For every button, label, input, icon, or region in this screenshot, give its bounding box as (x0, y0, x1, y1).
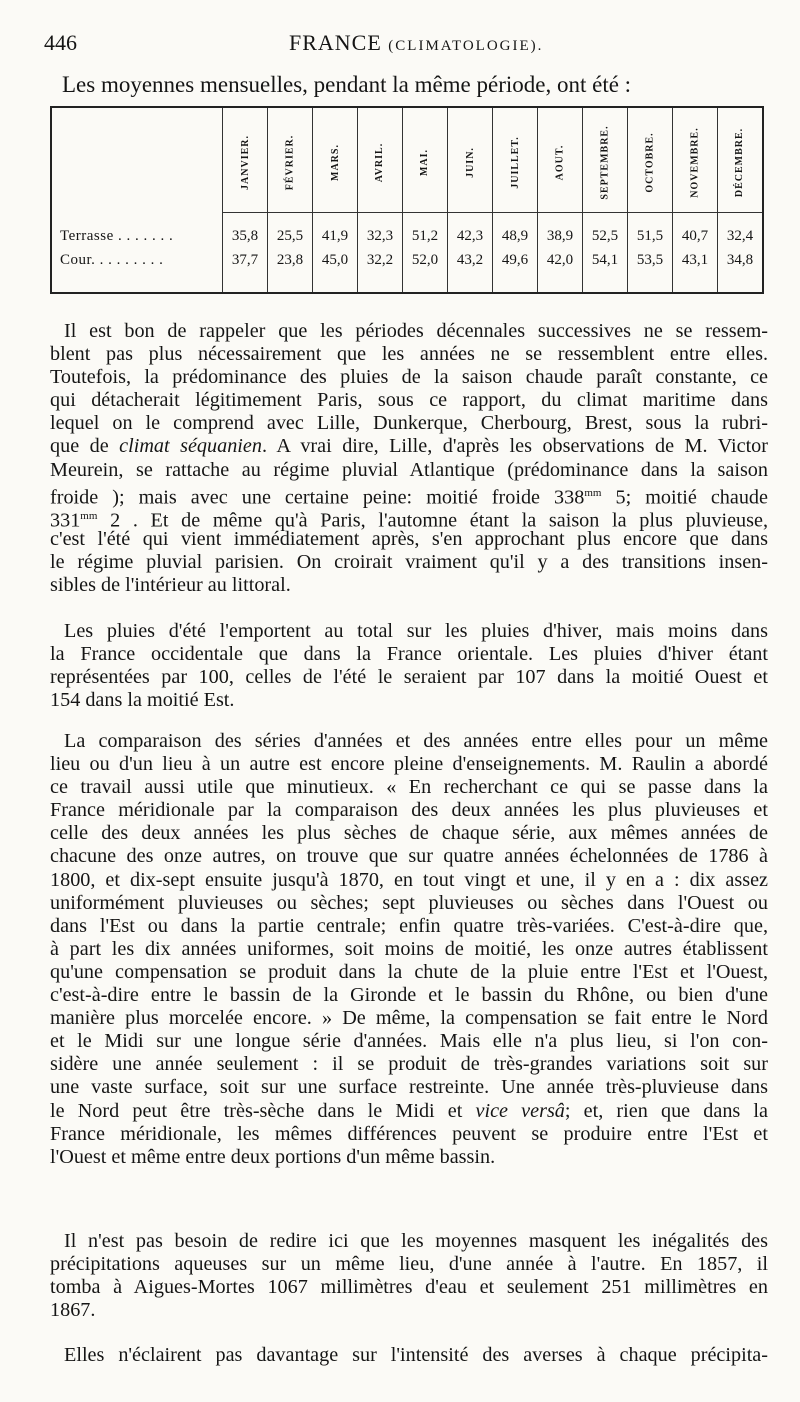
month-header: MARS. (329, 143, 341, 181)
text-line: Meurein, se rattache au régime pluvial Atlantique (prédominance dans la saison (50, 458, 768, 481)
text-line: France méridionale, les mêmes différences peuvent se produire entre l'Est et (50, 1122, 768, 1145)
month-header: JANVIER. (239, 134, 251, 190)
text-line: c'est-à-dire entre le bassin de la Gironde et le bassin du Rhône, ou bien d'une (50, 984, 768, 1007)
text-line: c'est l'été qui vient immédiatement après, s'en approchant plus encore que dans (50, 527, 768, 550)
month-header: OCTOBRE. (644, 131, 656, 193)
table-cell: 49,6 (501, 252, 529, 268)
text-line: et le Midi sur une longue série d'années. Mais elle n'a plus lieu, si l'on con- (50, 1030, 768, 1053)
table-cell: 54,1 (591, 252, 619, 268)
table-cell: 41,9 (321, 228, 349, 244)
text-line: La comparaison des séries d'années et des années entre elles pour un même (64, 730, 768, 752)
month-header: NOVEMBRE. (689, 126, 701, 198)
table-cell: 51,2 (411, 228, 439, 244)
text-line: Toutefois, la prédominance des pluies de la saison chaude paraît constante, ce (50, 366, 768, 389)
text-line: le régime pluvial parisien. On croirait vraiment qu'il y a des transitions insen- (50, 550, 768, 573)
table-cell: 42,0 (546, 252, 574, 268)
text-line: lequel on le comprend avec Lille, Dunkerque, Cherbourg, Brest, sous la rubri- (50, 412, 768, 435)
text-line: sibles de l'intérieur au littoral. (50, 574, 291, 597)
text-line: 1800, et dix-sept ensuite jusqu'à 1870, en tout vingt et une, il y en a : dix assez (50, 868, 768, 891)
paragraph-4 (50, 1230, 768, 1322)
paragraph-2 (50, 620, 768, 712)
text-line: France méridionale par la comparaison des deux années les plus pluvieuses et (50, 799, 768, 822)
text-line: qu'une compensation se produit dans la chute de la pluie entre l'Est et l'Ouest, (50, 960, 768, 983)
table-intro: Les moyennes mensuelles, pendant la même période, ont été : (62, 72, 632, 97)
text-line: chacune des onze autres, on trouve que sur quatre années échelonnées de 1786 à (50, 845, 768, 868)
table-cell: 32,3 (366, 228, 394, 244)
table-cell: 52,5 (591, 228, 619, 244)
table-cell: 53,5 (636, 252, 664, 268)
running-title: FRANCE (CLIMATOLOGIE). (289, 30, 544, 55)
text-line: lieu ou d'un lieu à un autre est encore pleine d'enseignements. M. Raulin a abordé (50, 753, 768, 776)
row-label-cour: Cour. . . . . . . . . (60, 252, 164, 268)
text-line: Il n'est pas besoin de redire ici que les moyennes masquent les inégalités des (64, 1230, 768, 1252)
text-line: dans l'Est ou dans la partie centrale; enfin quatre très-variées. C'est-à-dire que, (50, 914, 768, 937)
table-cell: 32,2 (366, 252, 394, 268)
table-cell: 42,3 (456, 228, 484, 244)
paragraph-3 (50, 730, 768, 1169)
monthly-averages-table (50, 106, 764, 294)
text-line: tomba à Aigues-Mortes 1067 millimètres d'eau et seulement 251 millimètres en (50, 1276, 768, 1299)
table-cell: 38,9 (546, 228, 574, 244)
text-line: à part les dix années uniformes, soit moins de moitié, les onze autres établissent (50, 937, 768, 960)
paragraph-1 (50, 320, 768, 597)
table-cell: 32,4 (726, 228, 754, 244)
page-number: 446 (44, 30, 77, 55)
table-cell: 23,8 (276, 252, 304, 268)
month-header: FÉVRIER. (284, 134, 296, 190)
row-label-terrasse: Terrasse . . . . . . . (60, 228, 174, 244)
text-line: Les pluies d'été l'emportent au total sur les pluies d'hiver, mais moins dans (64, 620, 768, 642)
table-cell: 37,7 (231, 252, 259, 268)
text-line: blent pas plus nécessairement que les années ne se ressemblent entre elles. (50, 343, 768, 366)
running-header (44, 26, 744, 60)
table-cell: 45,0 (321, 252, 349, 268)
table-cell: 35,8 (231, 228, 259, 244)
text-line: uniformément pluvieuses ou sèches; sept pluvieuses ou sèches dans l'Ouest ou (50, 891, 768, 914)
table-cell: 48,9 (501, 228, 529, 244)
month-header: AVRIL. (374, 142, 386, 182)
table-cell: 40,7 (681, 228, 709, 244)
table-cell: 43,1 (681, 252, 709, 268)
text-line: la France occidentale que dans la France orientale. Les pluies d'hiver étant (50, 643, 768, 666)
text-line: sidère une année seulement : il se produit de très-grandes variations soit sur (50, 1053, 768, 1076)
table-cell: 25,5 (276, 228, 304, 244)
text-line: manière plus morcelée encore. » De même, la compensation se fait entre le Nord (50, 1007, 768, 1030)
month-header: JUILLET. (509, 135, 521, 189)
text-line: que de climat séquanien. A vrai dire, Lille, d'après les observations de M. Victor (50, 435, 768, 458)
text-line: une vaste surface, soit sur une surface restreinte. Une année très-pluvieuse dans (50, 1076, 768, 1099)
text-line: Il est bon de rappeler que les périodes décennales successives ne se ressem- (64, 320, 768, 342)
text-line: 1867. (50, 1299, 96, 1322)
text-line: représentées par 100, celles de l'été le seraient par 107 dans la moitié Ouest et (50, 666, 768, 689)
paragraph-5 (50, 1344, 768, 1367)
text-line: froide ); mais avec une certaine peine: moitié froide $338^{mm}$ 5; moitié chaude (50, 486, 768, 509)
text-line: l'Ouest et même entre deux portions d'un même bassin. (50, 1145, 496, 1168)
text-line: 154 dans la moitié Est. (50, 689, 235, 712)
running-subtitle: (CLIMATOLOGIE). (388, 38, 544, 54)
text-line: celle des deux années les plus sèches de chaque série, aux mêmes années de (50, 822, 768, 845)
text-line: qui détacherait légitimement Paris, sous ce rapport, du climat maritime dans (50, 389, 768, 412)
month-header: JUIN. (464, 146, 476, 178)
month-header: SEPTEMBRE. (599, 124, 611, 200)
month-header: AOUT. (554, 144, 566, 180)
table-cell: 51,5 (636, 228, 664, 244)
table-cell: 34,8 (726, 252, 754, 268)
table-cell: 43,2 (456, 252, 484, 268)
text-line: Elles n'éclairent pas davantage sur l'intensité des averses à chaque précipita- (64, 1344, 768, 1366)
text-line: ce travail aussi utile que minutieux. « En recherchant ce qui se passe dans la (50, 776, 768, 799)
text-line: $331^{mm}$ 2 . Et de même qu'à Paris, l'automne étant la saison la plus pluvieuse, (50, 509, 768, 532)
text-line: le Nord peut être très-sèche dans le Midi et vice versâ; et, rien que dans la (50, 1099, 768, 1122)
table-cell: 52,0 (411, 252, 439, 268)
month-header: MAI. (419, 148, 431, 176)
month-header: DÉCEMBRE. (734, 127, 746, 197)
text-line: précipitations aqueuses sur un même lieu, d'une année à l'autre. En 1857, il (50, 1253, 768, 1276)
